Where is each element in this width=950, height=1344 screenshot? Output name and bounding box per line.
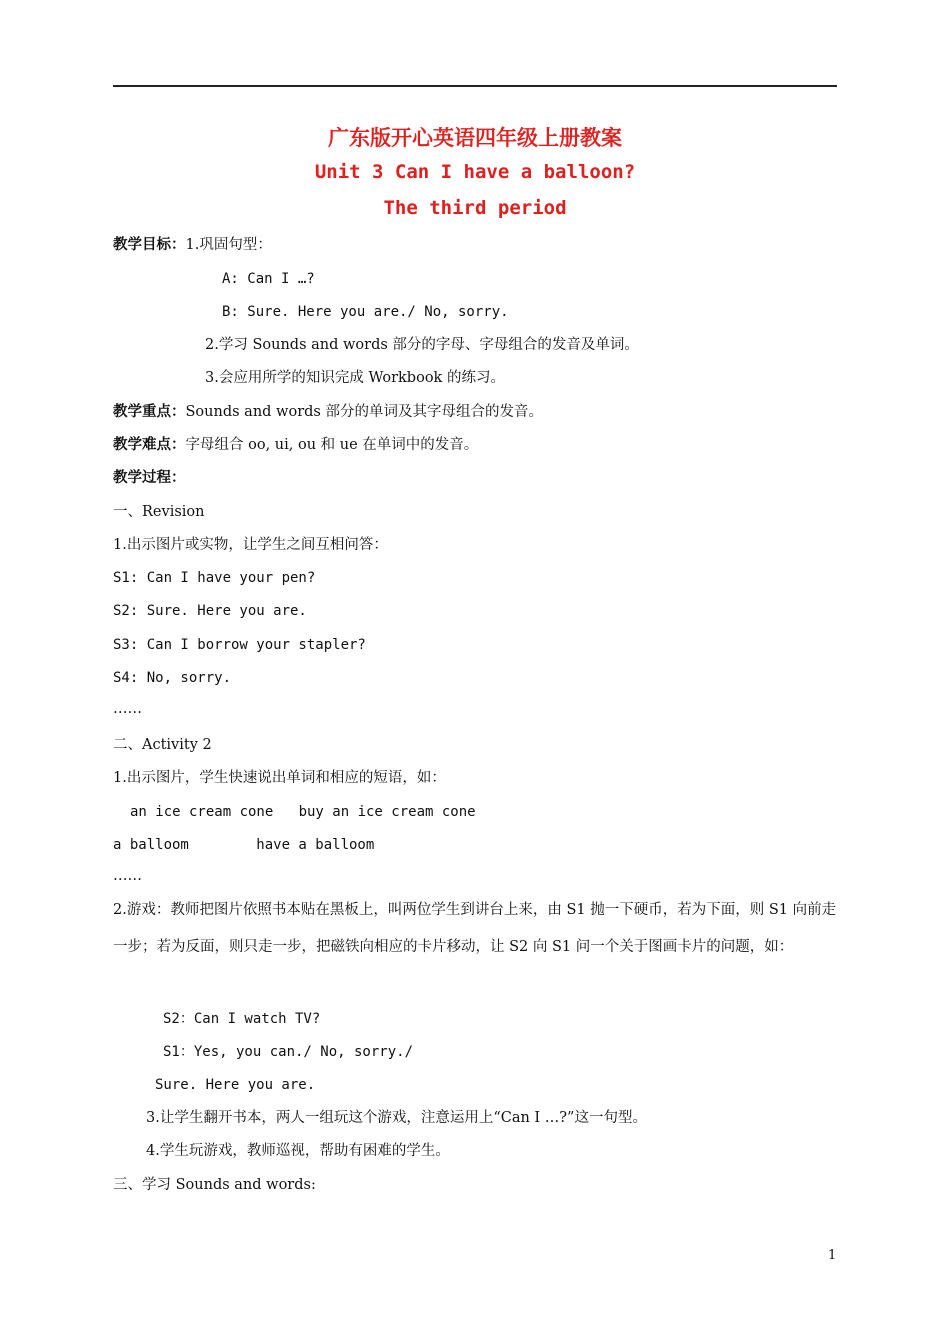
process-label: 教学过程： <box>113 469 186 486</box>
phrase-row: a balloom have a balloom <box>113 837 375 853</box>
objectives-label: 教学目标： <box>113 236 186 253</box>
doc-title: 广东版开心英语四年级上册教案 <box>328 125 622 150</box>
section2-heading: 二、Activity 2 <box>113 737 212 753</box>
unit-title: Unit 3 Can I have a balloon? <box>314 161 636 183</box>
pattern-b: B: Sure. Here you are./ No, sorry. <box>222 304 509 320</box>
period-title: The third period <box>383 197 567 219</box>
game-dialogue-s2: S2：Can I watch TV? <box>163 1011 321 1027</box>
difficulties-text: 字母组合 oo, ui, ou 和 ue 在单词中的发音。 <box>185 437 479 453</box>
dialogue-line: S2: Sure. Here you are. <box>113 603 307 619</box>
phrase-row: an ice cream cone buy an ice cream cone <box>130 804 476 820</box>
objectives-row <box>113 235 272 255</box>
ellipsis: …… <box>113 868 142 884</box>
section2-step3: 3.让学生翻开书本，两人一组玩这个游戏，注意运用上“Can I …?”这一句型。 <box>146 1110 647 1126</box>
section3-heading: 三、学习 Sounds and words: <box>113 1177 316 1193</box>
dialogue-line: S3: Can I borrow your stapler? <box>113 637 366 653</box>
key-points-label: 教学重点： <box>113 403 186 420</box>
game-dialogue-s1: S1：Yes, you can./ No, sorry./ <box>163 1044 414 1060</box>
objective-2: 2.学习 Sounds and words 部分的字母、字母组合的发音及单词。 <box>205 337 639 353</box>
section2-step4: 4.学生玩游戏，教师巡视，帮助有困难的学生。 <box>146 1143 450 1159</box>
ellipsis: …… <box>113 701 142 717</box>
section1-heading: 一、Revision <box>113 504 205 520</box>
section2-step2: 2.游戏：教师把图片依照书本贴在黑板上，叫两位学生到讲台上来，由 S1 抛一下硬币，若为下面，则 S1 向前走一步；若为反面，则只走一步，把磁铁向相应的卡片移动，让 S2 向 S1 问一个关于图画卡片的问题，如： <box>113 902 837 955</box>
key-points-text: Sounds and words 部分的单词及其字母组合的发音。 <box>185 404 543 420</box>
dialogue-line: S4: No, sorry. <box>113 670 232 686</box>
difficulties-row <box>113 435 478 455</box>
dialogue-line: S1: Can I have your pen? <box>113 570 316 586</box>
page-number: 1 <box>828 1248 837 1263</box>
header-rule <box>113 85 837 87</box>
objective-3: 3.会应用所学的知识完成 Workbook 的练习。 <box>205 370 505 386</box>
pattern-a: A: Can I …? <box>222 271 315 287</box>
section2-step1: 1.出示图片，学生快速说出单词和相应的短语，如： <box>113 770 446 786</box>
section1-step1: 1.出示图片或实物，让学生之间互相问答： <box>113 537 388 553</box>
game-dialogue-sure: Sure. Here you are. <box>155 1077 316 1093</box>
difficulties-label: 教学难点： <box>113 436 186 453</box>
key-points-row <box>113 402 543 422</box>
objective-1: 1.巩固句型： <box>185 237 272 253</box>
